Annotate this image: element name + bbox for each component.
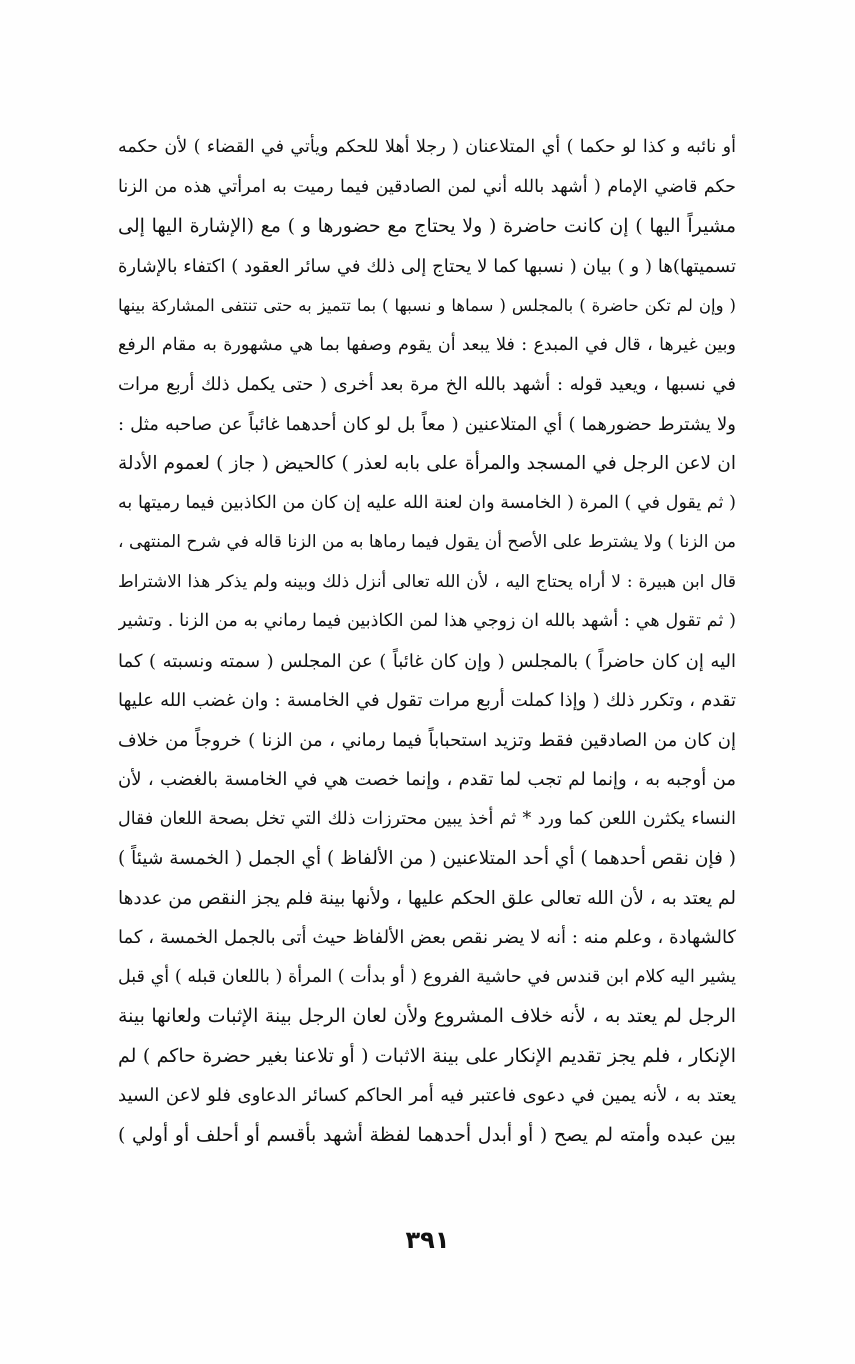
text-line: ( وإن لم تكن حاضرة ) بالمجلس ( سماها و نسبها ) بما تتميز به حتى تنتفى المشاركة بينها bbox=[118, 296, 736, 315]
page-number: ٣٩١ bbox=[405, 1226, 450, 1254]
text-line: إن كان من الصادقين فقط وتزيد استحباباً فيما رماني ، من الزنا ) خروجاً من خلاف bbox=[118, 729, 736, 751]
text-line: ( ثم تقول هي : أشهد بالله ان زوجي هذا لمن الكاذبين فيما رماني به من الزنا . وتشير bbox=[118, 611, 736, 631]
text-line: في نسبها ، ويعيد قوله : أشهد بالله الخ مرة بعد أخرى ( حتى يكمل ذلك أربع مرات bbox=[118, 374, 736, 395]
text-line: قال ابن هبيرة : لا أراه يحتاج اليه ، لأن الله تعالى أنزل ذلك وبينه ولم يذكر هذا الاشتراط bbox=[118, 571, 736, 592]
text-line: أو نائبه و كذا لو حكما ) أي المتلاعنان ( رجلا أهلا للحكم ويأتي في القضاء ) لأن حكمه bbox=[118, 137, 736, 157]
text-line: النساء يكثرن اللعن كما ورد * ثم أخذ يبين محترزات ذلك التي تخل بصحة اللعان فقال bbox=[118, 808, 736, 829]
text-line: حكم قاضي الإمام ( أشهد بالله أني لمن الصادقين فيما رميت به امرأتي هذه من الزنا bbox=[118, 176, 736, 197]
text-line: الرجل لم يعتد به ، لأنه خلاف المشروع ولأن لعان الرجل بينة الإثبات ولعانها بينة bbox=[118, 1005, 736, 1027]
text-line: ( ثم يقول في ) المرة ( الخامسة وان لعنة الله عليه إن كان من الكاذبين فيما رميتها به bbox=[118, 492, 736, 513]
text-line: ان لاعن الرجل في المسجد والمرأة على بابه لعذر ) كالحيض ( جاز ) لعموم الأدلة bbox=[118, 453, 736, 474]
text-line: يعتد به ، لأنه يمين في دعوى فاعتبر فيه أمر الحاكم كسائر الدعاوى فلو لاعن السيد bbox=[118, 1085, 736, 1106]
text-line: لم يعتد به ، لأن الله تعالى علق الحكم عليها ، ولأنها بينة فلم يجز النقص من عددها bbox=[118, 887, 736, 909]
text-line: بين عبده وأمته لم يصح ( أو أبدل أحدهما لفظة أشهد بأقسم أو أحلف أو أولي ) bbox=[118, 1123, 736, 1146]
text-line: كالشهادة ، وعلم منه : أنه لا يضر نقص بعض الألفاظ حيث أتى بالجمل الخمسة ، كما bbox=[118, 927, 736, 948]
text-line: يشير اليه كلام ابن قندس في حاشية الفروع ( أو بدأت ) المرأة ( باللعان قبله ) أي قبل bbox=[118, 966, 736, 987]
text-line: من الزنا ) ولا يشترط على الأصح أن يقول فيما رماها به من الزنا قاله في شرح المنتهى ، bbox=[118, 532, 736, 552]
text-line: تسميتها)ها ( و ) بيان ( نسبها كما لا يحتاج إلى ذلك في سائر العقود ) اكتفاء بالإشارة bbox=[118, 255, 736, 277]
text-line: مشيراً اليها ) إن كانت حاضرة ( ولا يحتاج مع حضورها و ) مع (الإشارة اليها إلى bbox=[118, 215, 736, 237]
text-line: ( فإن نقص أحدهما ) أي أحد المتلاعنين ( من الألفاظ ) أي الجمل ( الخمسة شيئاً ) bbox=[118, 848, 736, 869]
text-line: تقدم ، وتكرر ذلك ( وإذا كملت أربع مرات تقول في الخامسة : وان غضب الله عليها bbox=[118, 690, 736, 711]
text-line: ولا يشترط حضورهما ) أي المتلاعنين ( معاً بل لو كان أحدهما غائباً عن صاحبه مثل : bbox=[118, 413, 736, 435]
text-line: الإنكار ، فلم يجز تقديم الإنكار على بينة الاثبات ( أو تلاعنا بغير حضرة حاكم ) لم bbox=[118, 1044, 736, 1067]
text-line: اليه إن كان حاضراً ) بالمجلس ( وإن كان غائباً ) عن المجلس ( سمته ونسبته ) كما bbox=[118, 650, 736, 672]
body-text bbox=[118, 128, 736, 1155]
text-line: وبين غيرها ، قال في المبدع : فلا يبعد أن يقوم وصفها بما هي مشهورة به مقام الرفع bbox=[118, 334, 736, 355]
text-line: من أوجبه به ، وإنما لم تجب لما تقدم ، وإنما خصت هي في الخامسة بالغضب ، لأن bbox=[118, 769, 736, 790]
